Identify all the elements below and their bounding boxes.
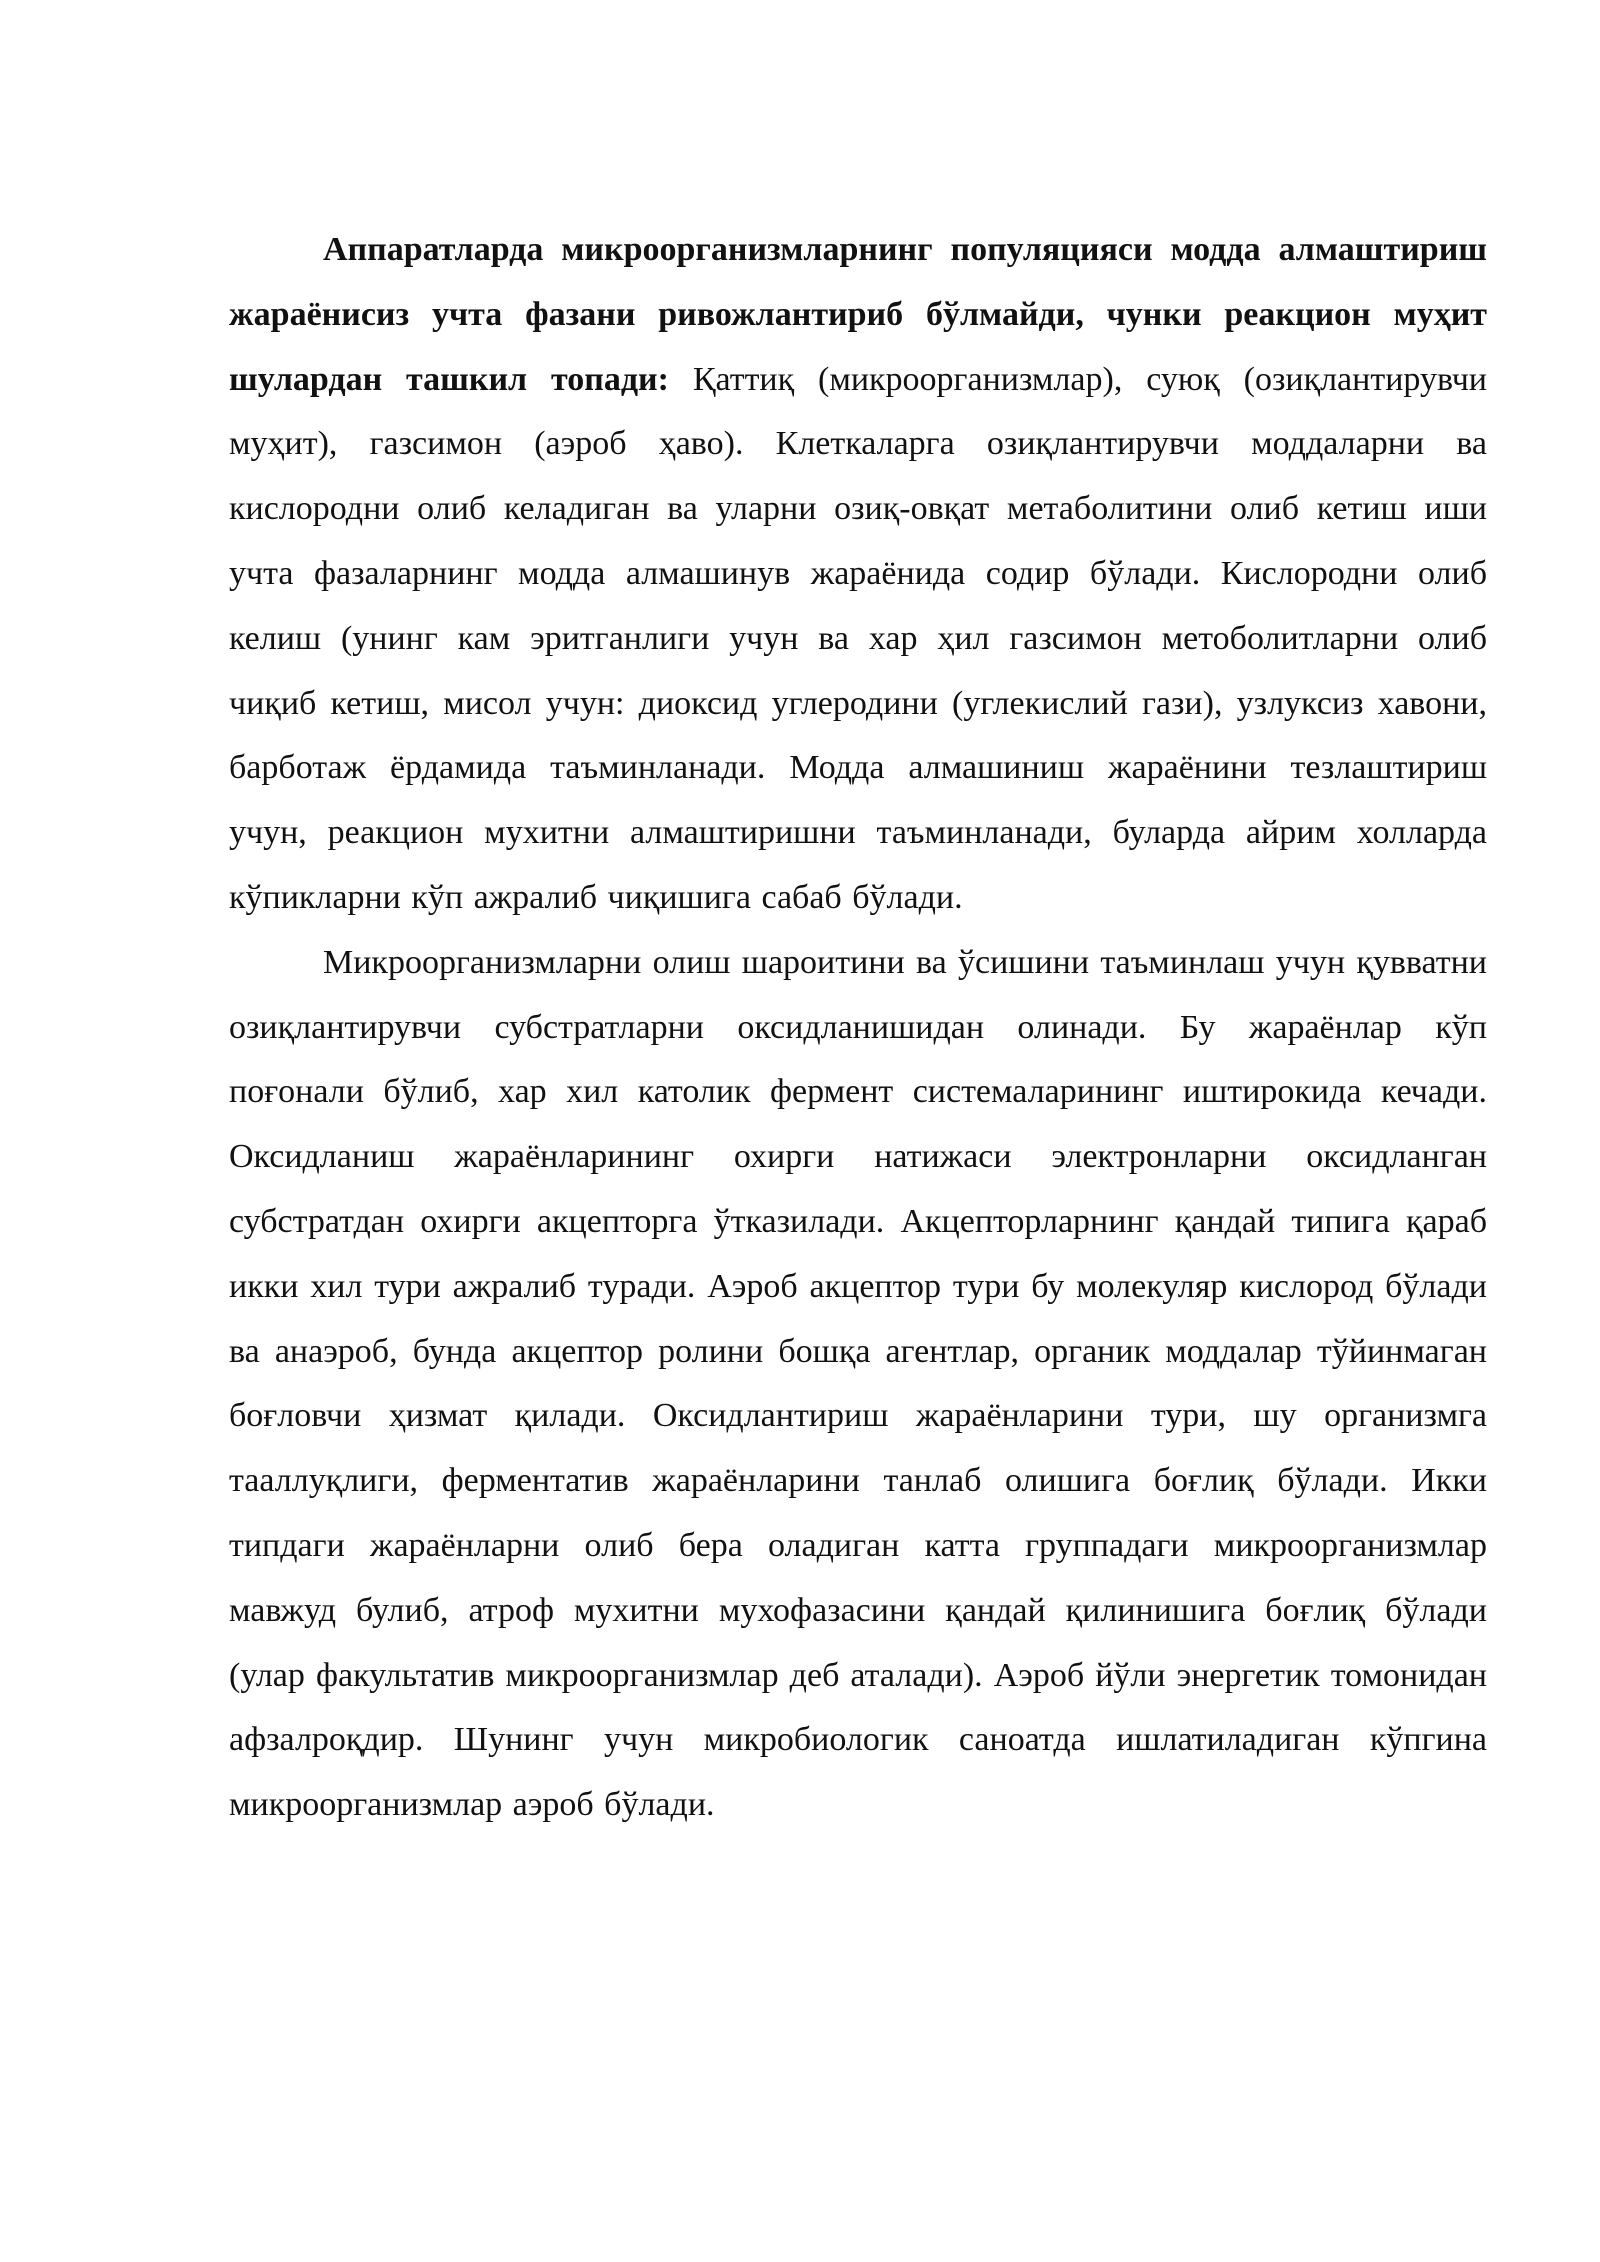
paragraph-1 — [229, 218, 1487, 931]
paragraph-2-text: Микроорганизмларни олиш шароитини ва ўсишини таъминлаш учун қувватни озиқлантирувчи субстратларни оксидланишидан олинади. Бу жараёнлар кўп поғонали бўлиб, хар хил католик фермент системаларининг иштирокида кечади. Оксидланиш жараёнларининг охирги натижаси электронларни оксидланган субстратдан охирги акцепторга ўтказилади. Акцепторларнинг қандай типига қараб икки хил тури ажралиб туради. Аэроб акцептор тури бу молекуляр кислород бўлади ва анаэроб, бунда акцептор ролини бошқа агентлар, органик моддалар тўйинмаган боғловчи ҳизмат қилади. Оксидлантириш жараёнларини тури, шу организмга тааллуқлиги, ферментатив жараёнларини танлаб олишига боғлиқ бўлади. Икки типдаги жараёнларни олиб бера оладиган катта группадаги микроорганизмлар мавжуд булиб, атроф мухитни мухофазасини қандай қилинишига боғлиқ бўлади (улар факультатив микроорганизмлар деб аталади). Аэроб йўли энергетик томонидан афзалроқдир. Шунинг учун микробиологик саноатда ишлатиладиган кўпгина микроорганизмлар аэроб бўлади. — [229, 943, 1487, 1824]
paragraph-1-text: Қаттиқ (микроорганизмлар), суюқ (озиқлантирувчи муҳит), газсимон (аэроб ҳаво). Клеткаларга озиқлантирувчи моддаларни ва кислородни олиб келадиган ва уларни озиқ-овқат метаболитини олиб кетиш иши учта фазаларнинг модда алмашинув жараёнида содир бўлади. Кислородни олиб келиш (унинг кам эритганлиги учун ва хар ҳил газсимон метоболитларни олиб чиқиб кетиш, мисол учун: диоксид углеродини (углекислий гази), узлуксиз хавони, барботаж ёрдамида таъминланади. Модда алмашиниш жараёнини тезлаштириш учун, реакцион мухитни алмаштиришни таъминланади, буларда айрим холларда кўпикларни кўп ажралиб чиқишига сабаб бўлади. — [229, 360, 1487, 916]
document-page — [229, 218, 1487, 1838]
paragraph-1-bold-lead: Аппаратларда микроорганизмларнинг популяцияси модда алмаштириш жараёнисиз учта фазани ривожлантириб бўлмайди, чунки реакцион муҳит шулардан ташкил топади: — [229, 231, 1487, 398]
paragraph-2 — [229, 931, 1487, 1838]
